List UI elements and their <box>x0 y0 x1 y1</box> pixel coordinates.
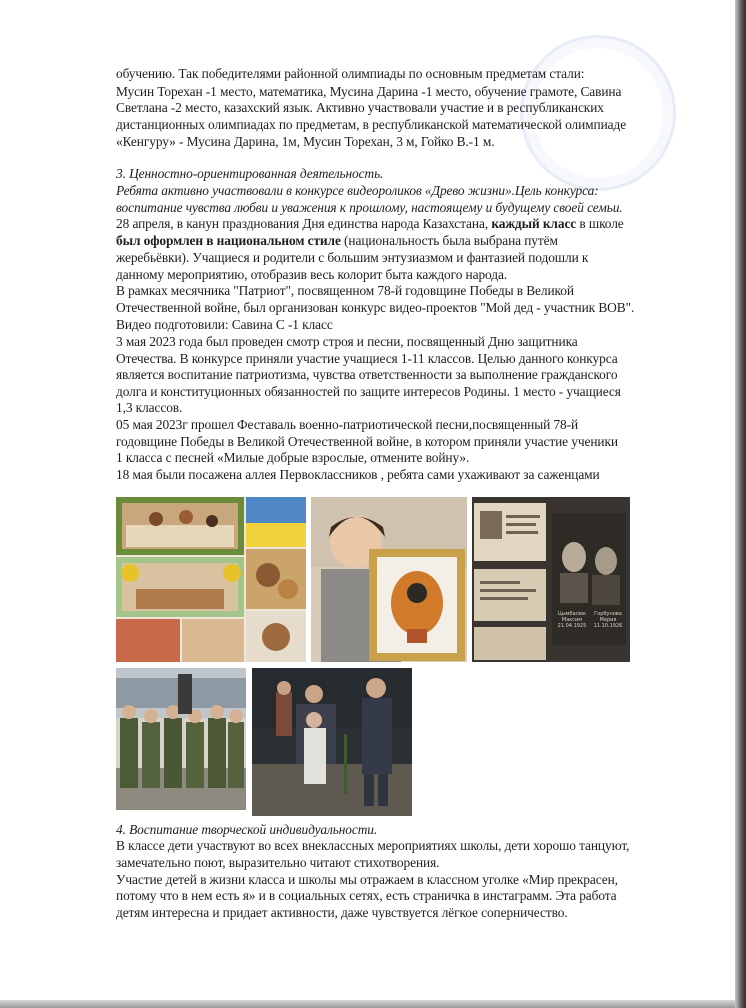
text-line: Ребята активно участвовали в конкурсе видеороликов «Древо жизни».Цель конкурса: <box>116 183 599 198</box>
text-line: потому что в нем есть я» и в социальных сетях, есть страничка в инстаграмм. Эта работа <box>116 888 617 903</box>
text-line: является воспитание патриотизма, чувства ответственности за выполнение гражданского <box>116 367 618 382</box>
text-line: замечательно поют, выразительно читают стихотворения. <box>116 855 440 870</box>
text-line: «Кенгуру» - Мусина Дарина, 1м, Мусин Торехан, 3 м, Гойко В.-1 м. <box>116 134 495 149</box>
text-run: в школе <box>576 216 624 231</box>
memorial-caption-2: Горбунова Мария 11.10.1926 <box>593 611 623 629</box>
text-line: Отечественной войне, был организован конкурс видео-проектов "Мой дед - участник ВОВ". <box>116 300 635 315</box>
text-line <box>116 233 558 249</box>
text-line: 05 мая 2023г прошел Феставаль военно-патриотической песни,посвященный 78-й <box>116 417 579 432</box>
text-line: Отечества. В конкурсе приняли участие учащиеся 1-11 классов. Целью данного конкурса <box>116 351 618 366</box>
text-line: долга и конституционных обязанностей по защите интересов Родины. 1 место - учащиеся <box>116 384 621 399</box>
text-line: данному мероприятию, отобразив весь колорит быта каждого народа. <box>116 267 508 282</box>
text-run: (национальность была выбрана путём <box>340 233 558 248</box>
memorial-cards-photo <box>472 497 630 662</box>
text-line: В рамках месячника "Патриот", посвященном 78-й годовщине Победы в Великой <box>116 283 574 298</box>
text-run: 28 апреля, в канун празднования Дня единства народа Казахстана, <box>116 216 492 231</box>
text-line: 3 мая 2023 года был проведен смотр строя и песни, посвященный Дню защитника <box>116 334 578 349</box>
section-heading: 3. Ценностно-ориентированная деятельность. <box>116 166 384 181</box>
text-line: Светлана -2 место, казахский язык. Активно участвовали участие и в республиканских <box>116 100 604 115</box>
text-line: Видео подготовили: Савина С -1 класс <box>116 317 333 332</box>
text-run-bold: был оформлен в национальном стиле <box>116 233 341 248</box>
text-line: 1 класса с песней «Милые добрые взрослые, отмените войну». <box>116 450 470 465</box>
text-line: воспитание чувства любви и уважения к прошлому, настоящему и будущему своей семьи. <box>116 200 623 215</box>
child-with-artwork-photo <box>311 497 467 662</box>
text-line: годовщине Победы в Великой Отечественной войне, в котором приняли участие ученики <box>116 434 618 449</box>
text-line: 18 мая были посажена аллея Первоклассников , ребята сами ухаживают за саженцами <box>116 467 600 482</box>
memorial-caption-1: Цымбалюк Максим 21.04.1925 <box>557 611 587 629</box>
text-line <box>116 216 624 232</box>
section-heading: 4. Воспитание творческой индивидуальности. <box>116 822 378 837</box>
national-day-collage-photo <box>116 497 306 662</box>
text-line: 1,3 классов. <box>116 400 183 415</box>
text-line: Мусин Торехан -1 место, математика, Мусина Дарина -1 место, обучение грамоте, Савина <box>116 84 622 99</box>
text-line: дистанционных олимпиадах по предметам, в республиканской математической олимпиаде <box>116 117 627 132</box>
page-shadow-edge <box>735 0 746 1008</box>
tree-planting-photo <box>252 668 412 816</box>
text-run-bold: каждый класс <box>491 216 577 231</box>
text-line: детям интересна и придает активности, даже чувствуется лёгкое соперничество. <box>116 905 568 920</box>
military-parade-students-photo <box>116 668 246 810</box>
text-line: Участие детей в жизни класса и школы мы отражаем в классном уголке «Мир прекрасен, <box>116 872 618 887</box>
text-line: В классе дети участвуют во всех внеклассных мероприятиях школы, дети хорошо танцуют, <box>116 838 630 853</box>
page-bottom-edge <box>0 1000 735 1008</box>
text-line: обучению. Так победителями районной олимпиады по основным предметам стали: <box>116 66 585 81</box>
text-line: жеребьёвки). Учащиеся и родители с большим энтузиазмом и фантазией подошли к <box>116 250 589 265</box>
